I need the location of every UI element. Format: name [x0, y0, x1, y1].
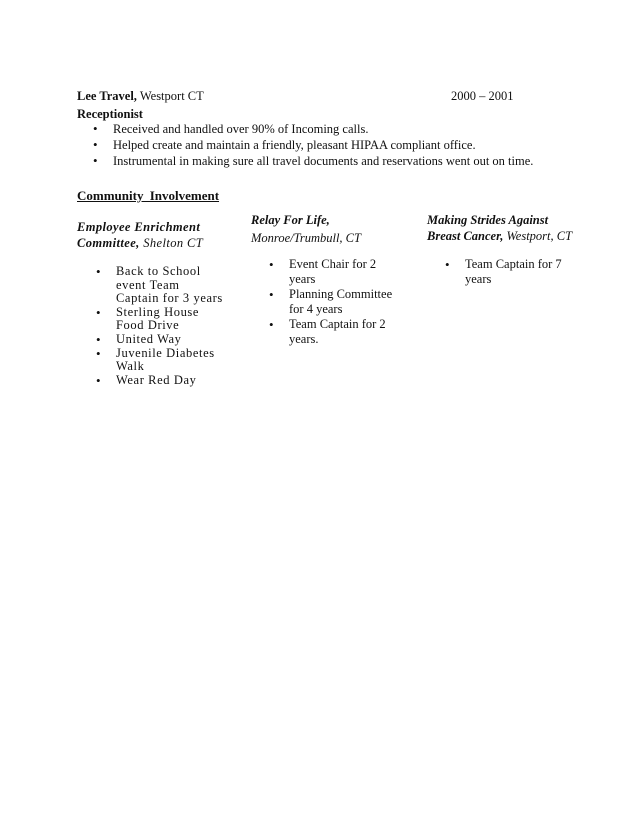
- org-heading-making-strides: [427, 212, 607, 244]
- org-item: • Back to School event Team Captain for 3 years: [94, 265, 224, 306]
- job-employer-line: [77, 89, 204, 104]
- org-name: Making Strides Against: [427, 213, 549, 227]
- org-name: Committee,: [77, 236, 140, 250]
- org-location: Monroe/Trumbull, CT: [251, 231, 361, 245]
- org-item: • Team Captain for 2 years.: [267, 317, 397, 347]
- org-item: • Event Chair for 2 years: [267, 257, 397, 287]
- job-employer: Lee Travel,: [77, 89, 137, 103]
- org-item: • Planning Committee for 4 years: [267, 287, 397, 317]
- job-location: Westport CT: [139, 89, 204, 103]
- org-name: Employee Enrichment: [77, 220, 201, 234]
- section-heading-community: Community Involvement: [77, 188, 220, 203]
- org-heading-employee-enrichment: [77, 219, 257, 251]
- job-title: Receptionist: [77, 107, 143, 121]
- org-name: Relay For Life,: [251, 213, 330, 227]
- org-items-list: [267, 257, 397, 347]
- org-item: • Wear Red Day: [94, 374, 224, 388]
- org-item: • Sterling House Food Drive: [94, 306, 224, 333]
- org-items-list: [94, 265, 224, 387]
- job-duty-item: • Received and handled over 90% of Incoming calls.: [91, 121, 571, 137]
- org-name: Breast Cancer,: [427, 229, 504, 243]
- org-item: • Juvenile Diabetes Walk: [94, 347, 224, 374]
- org-heading-relay-for-life: [251, 212, 421, 246]
- org-location: Shelton CT: [143, 236, 204, 250]
- job-duties-list: [91, 121, 571, 169]
- job-duty-item: • Instrumental in making sure all travel documents and reservations went out on time.: [91, 153, 571, 169]
- job-duty-item: • Helped create and maintain a friendly, pleasant HIPAA compliant office.: [91, 137, 571, 153]
- org-location: Westport, CT: [506, 229, 573, 243]
- org-item: • United Way: [94, 333, 224, 347]
- org-item: • Team Captain for 7 years: [443, 257, 573, 287]
- org-items-list: [443, 257, 573, 287]
- job-dates: 2000 – 2001: [451, 89, 514, 103]
